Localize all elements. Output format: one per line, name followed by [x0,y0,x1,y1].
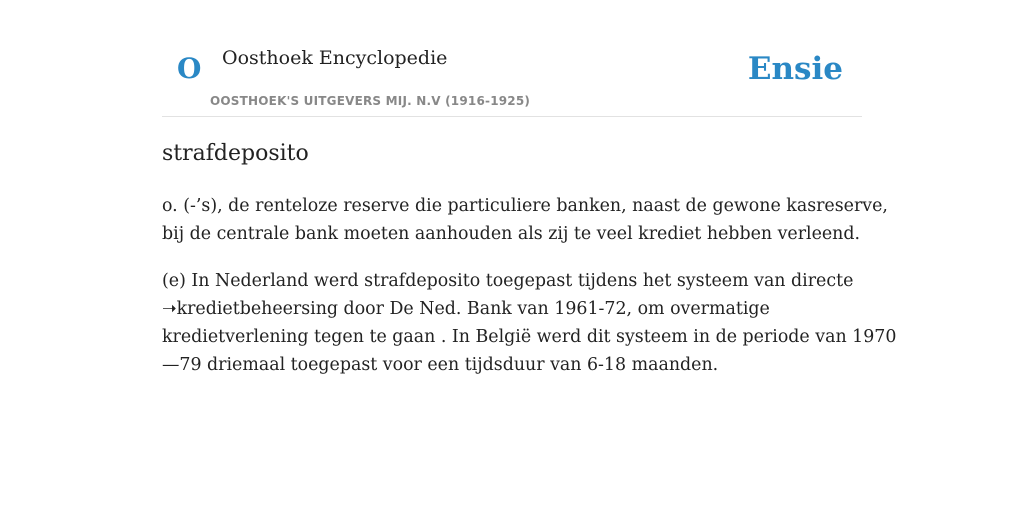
entry-container [162,0,897,375]
note-paragraph [162,267,897,379]
headword: strafdeposito [162,141,309,166]
definition-paragraph [162,192,888,248]
source-header [162,0,862,117]
brand-logo[interactable]: Ensie [747,51,843,87]
note-line: kredietverlening tegen te gaan . In België werd dit systeem in de periode van 1970 [162,327,897,347]
definition-line: bij de centrale bank moeten aanhouden als zij te veel krediet hebben verleend. [162,224,861,244]
source-title[interactable]: Oosthoek Encyclopedie [222,47,448,69]
definition-line: o. (-’s), de renteloze reserve die particuliere banken, naast de gewone kasreserve, [162,196,888,216]
note-line: (e) In Nederland werd strafdeposito toegepast tijdens het systeem van directe [162,271,854,291]
source-subtitle: OOSTHOEK'S UITGEVERS MIJ. N.V (1916-1925) [210,94,531,108]
note-line: —79 driemaal toegepast voor een tijdsduur van 6-18 maanden. [162,355,719,375]
source-logo-icon[interactable]: O [177,52,202,85]
note-line-with-link[interactable]: ➝kredietbeheersing door De Ned. Bank van 1961-72, om overmatige [162,299,770,319]
